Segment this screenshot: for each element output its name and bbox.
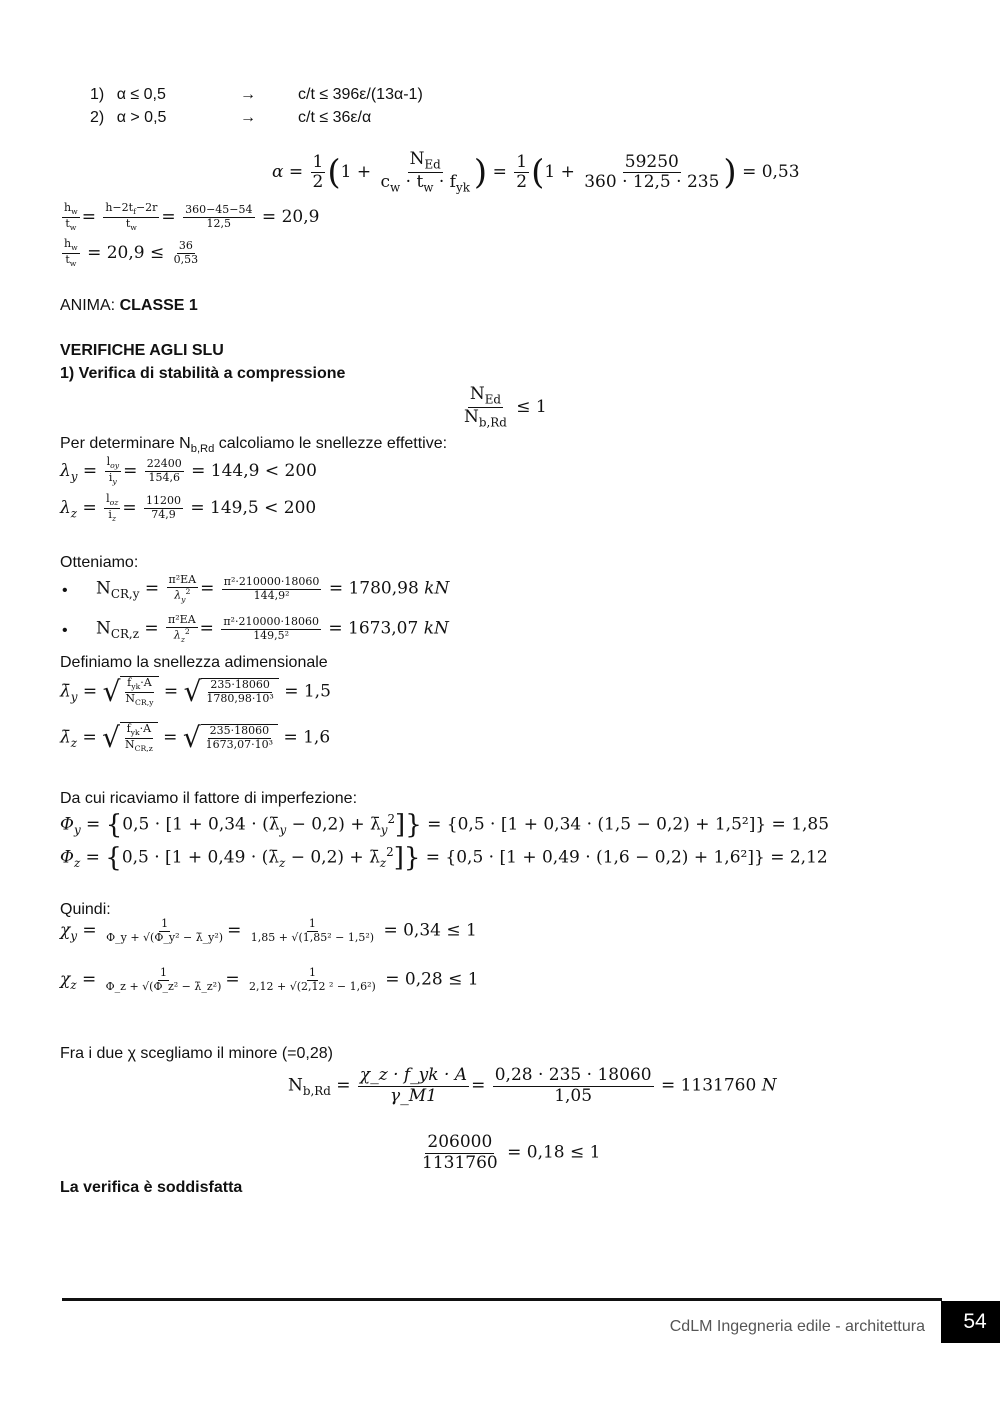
arrow-icon: → [240, 86, 256, 103]
alpha-equation: α = $\frac{1}{2}$ (1 + $\frac{N_{Ed}}{c_w \cdot t_w \cdot f_{yk}}$ ) = $\frac{1}{2}$ (1 + $\frac{59250}{360 \cdot 12,5 \cdot 235}$ ) = 0,53 [272, 149, 800, 195]
phi-y-equation: $\Phi_y = \{0,5 \cdot [1 + 0,34$ · $(\lambdā_y - 0,2)$ + $\lambdā_y^2]\} = \{0,5 \cdot [1 + 0,34 \cdot (1,5 - 0,2) + 1,5^2]\} = 1,85$ [60, 810, 830, 841]
condition-row-1 [90, 86, 166, 104]
nbrd-equation: $N_{b,Rd}$ = $\frac{\chi\_z \cdot f\_yk \cdot A}{\gamma\_M1}$ = $\frac{0,28 \cdot 235 \cdot 18060}{1,05}$ = 1131760 N [288, 1065, 777, 1106]
fra-i-due-label: Fra i due χ scegliamo il minore (=0,28) [60, 1045, 333, 1062]
final-ratio-equation: $\frac{206000}{1131760}$ = 0,18 ≤ 1 [422, 1132, 601, 1173]
condition-alpha: α > 0,5 [116, 109, 167, 126]
chi-z-equation: $\chi_z$ = $\frac{1}{\text{Φ\_z + √(Φ\_z² − λ̄\_z²)}}$ = $\frac{1}{\text{2,12 + √(2,12 ² − 1,6²)}}$ = 0,28 ≤ 1 [60, 966, 479, 993]
page-number: 54 [941, 1301, 1000, 1343]
bullet-icon: • [62, 622, 68, 639]
condition-number: 1) [90, 86, 105, 103]
quindi-label: Quindi: [60, 901, 111, 918]
lambda-z-equation: $\lambda_z$ = $\frac{l_{oz}}{i_z}$ = $\frac{11200}{74,9}$ = 149,5 < 200 [60, 492, 317, 524]
otteniamo-label: Otteniamo: [60, 554, 139, 571]
ncr-y-equation: $N_{CR,y}$ = $\frac{\text{π²EA}}{\lambda_y^2}$ = $\frac{\text{π²·210000·18060}}{\text{144,9²}}$ = 1780,98 kN [96, 573, 450, 604]
section-heading: VERIFICHE AGLI SLU [60, 342, 224, 359]
verifica-result: La verifica è soddisfatta [60, 1179, 243, 1196]
condition-alpha: α ≤ 0,5 [116, 86, 166, 103]
condition-number: 2) [90, 109, 105, 126]
lambda-y-equation: $\lambda_y$ = $\frac{l_{oy}}{i_y}$ = $\frac{22400}{154,6}$ = 144,9 < 200 [60, 455, 317, 487]
phi-z-equation: $\Phi_z = \{0,5 \cdot [1 + 0,49$ · $(\lambdā_z - 0,2)$ + $\lambdā_z^2]\} = \{0,5 \cdot [1 + 0,49 \cdot (1,6 - 0,2) + 1,6^2]\} = 2,12$ [60, 843, 828, 874]
condition-rule: c/t ≤ 396ε/(13α-1) [298, 86, 423, 103]
condition-rule: c/t ≤ 36ε/α [298, 109, 372, 126]
footer-rule [62, 1298, 942, 1301]
bullet-icon: • [62, 582, 68, 599]
ned-ratio-check: $\frac{N_{Ed}}{N_{b,Rd}}$ ≤ 1 [464, 384, 547, 430]
chi-y-equation: $\chi_y$ = $\frac{1}{\text{Φ\_y + √(Φ\_y² − λ̄\_y²)}}$ = $\frac{1}{\text{1,85 + √(1,85² − 1,5²)}}$ = 0,34 ≤ 1 [60, 917, 477, 944]
ncr-z-equation: $N_{CR,z}$ = $\frac{\text{π²EA}}{\lambda_z^2}$ = $\frac{\text{π²·210000·18060}}{\text{149,5²}}$ = 1673,07 kN [96, 613, 449, 644]
condition-row-2 [90, 109, 166, 127]
hw-tw-check: $\frac{h_w}{t_w}$ = 20,9 ≤ $\frac{36}{0,53}$ [64, 237, 199, 269]
definiamo-label: Definiamo la snellezza adimensionale [60, 654, 328, 671]
subsection-heading: 1) Verifica di stabilità a compressione [60, 365, 346, 382]
footer-course-label: CdLM Ingegneria edile - architettura [669, 1318, 925, 1335]
lambda-bar-z-equation: $\lambdā_z$ = √ $\frac{f_{yk}\cdot A}{N_{CR,z}}$ = √ $\frac{235\cdot 18060}{\text{1673,07·10³}}$ = 1,6 [60, 721, 331, 755]
hw-tw-equation: $\frac{h_w}{t_w}$ = $\frac{h-2t_f-2r}{t_w}$ = $\frac{360-45-54}{12,5}$ = 20,9 [64, 201, 320, 233]
intro-snellezze: Per determinare $N_{b,Rd}$ calcoliamo le snellezze effettive: [60, 435, 448, 456]
arrow-icon: → [240, 109, 256, 126]
lambda-bar-y-equation: $\lambdā_y$ = √ $\frac{f_{yk}\cdot A}{N_{CR,y}}$ = √ $\frac{235\cdot 18060}{\text{1780,98·10³}}$ = 1,5 [60, 675, 331, 709]
anima-class: ANIMA: CLASSE 1 [60, 297, 198, 314]
ricaviamo-label: Da cui ricaviamo il fattore di imperfezione: [60, 790, 358, 807]
